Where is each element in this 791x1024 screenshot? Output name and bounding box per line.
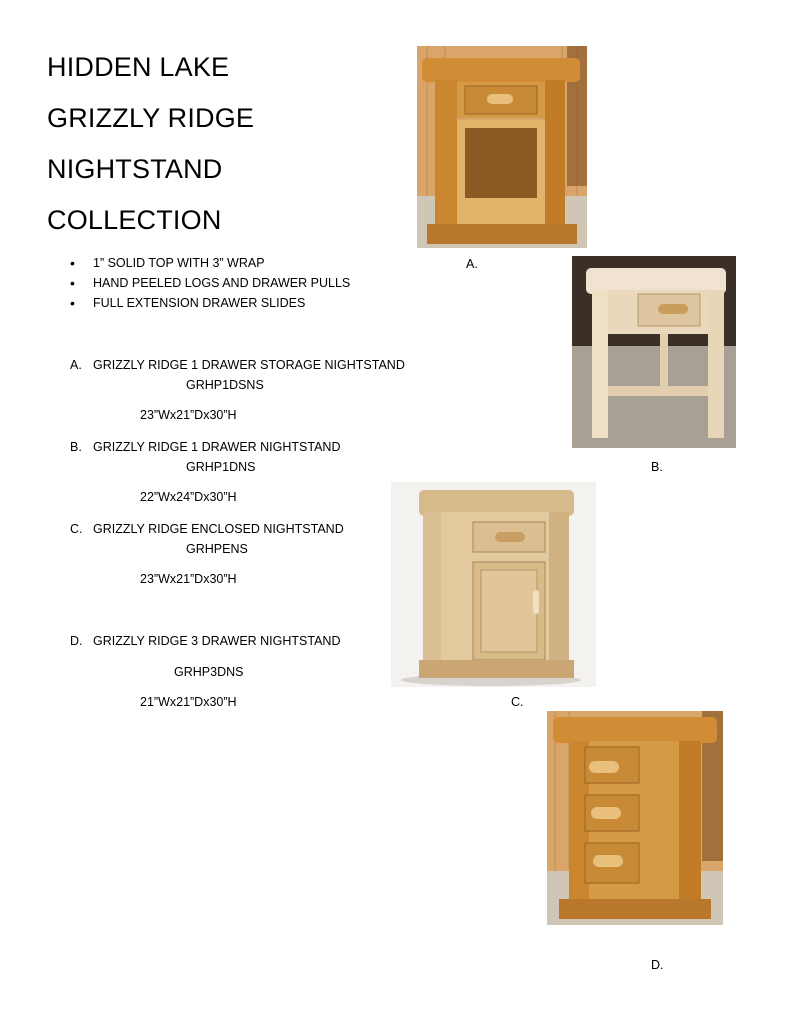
product-a-name: GRIZZLY RIDGE 1 DRAWER STORAGE NIGHTSTAND [93,358,405,372]
product-c-dims: 23”Wx21”Dx30”H [140,572,237,586]
title-line-4: COLLECTION [47,205,222,235]
product-a-sku: GRHP1DSNS [186,378,264,392]
feature-list [70,254,350,314]
product-b-name: GRIZZLY RIDGE 1 DRAWER NIGHTSTAND [93,440,341,454]
product-b-sku: GRHP1DNS [186,460,256,474]
photo-a-storage-nightstand [417,46,587,248]
title-line-1: HIDDEN LAKE [47,52,230,82]
product-d-dims: 21”Wx21”Dx30”H [140,695,237,709]
title-line-2: GRIZZLY RIDGE [47,103,255,133]
feature-item: • HAND PEELED LOGS AND DRAWER PULLS [70,274,350,294]
product-d-sku: GRHP3DNS [174,665,244,679]
feature-item: • 1” SOLID TOP WITH 3” WRAP [70,254,350,274]
title-line-3: NIGHTSTAND [47,154,223,184]
photo-b-caption: B. [651,460,663,474]
product-a-dims: 23”Wx21”Dx30”H [140,408,237,422]
photo-c-enclosed-nightstand [391,482,596,687]
photo-c-caption: C. [511,695,524,709]
feature-item: • FULL EXTENSION DRAWER SLIDES [70,294,350,314]
product-c-sku: GRHPENS [186,542,248,556]
photo-b-drawer-nightstand [572,256,736,448]
product-d-letter: D. [70,634,83,648]
product-c-name: GRIZZLY RIDGE ENCLOSED NIGHTSTAND [93,522,344,536]
product-b-letter: B. [70,440,82,454]
photo-d-caption: D. [651,958,664,972]
photo-d-three-drawer-nightstand [547,711,723,925]
product-d-name: GRIZZLY RIDGE 3 DRAWER NIGHTSTAND [93,634,341,648]
product-c-letter: C. [70,522,83,536]
photo-a-caption: A. [466,257,478,271]
product-b-dims: 22”Wx24”Dx30”H [140,490,237,504]
product-a-letter: A. [70,358,82,372]
